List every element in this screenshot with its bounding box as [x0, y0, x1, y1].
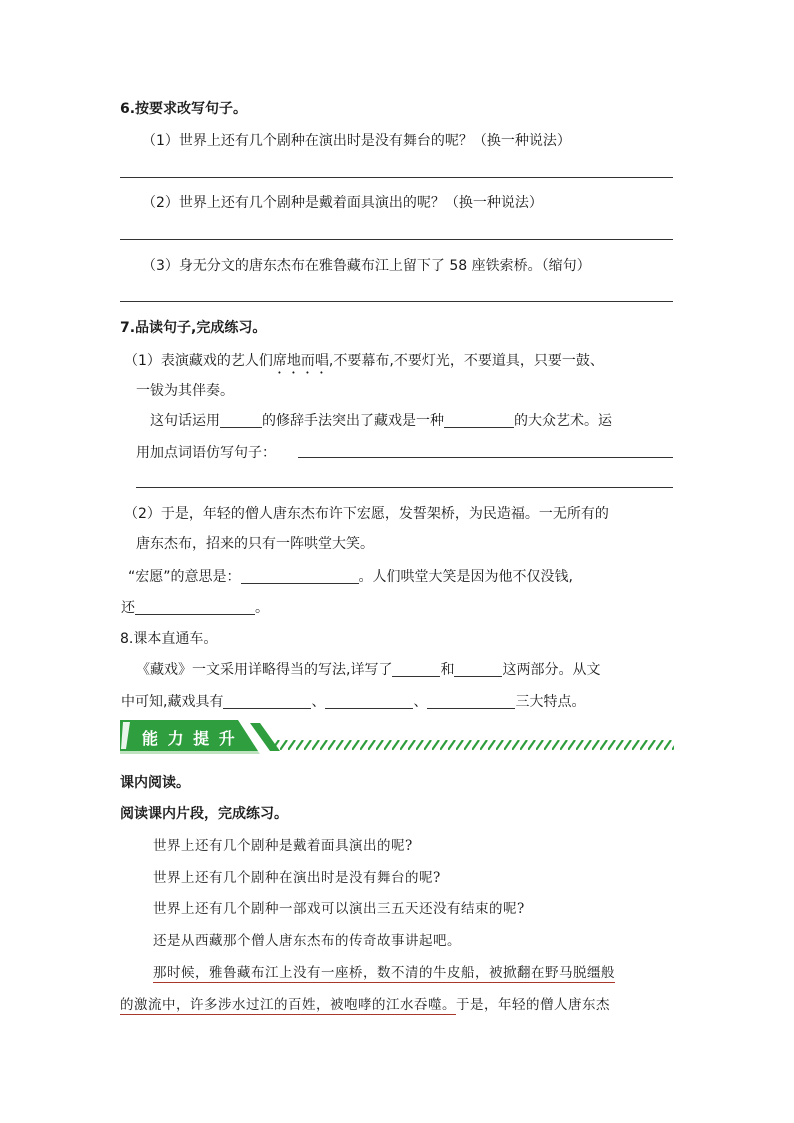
- dotted-word: 席地而唱: [272, 353, 329, 369]
- q8-line2-a: 中可知,藏戏具有: [121, 694, 224, 710]
- answer-line[interactable]: [120, 177, 673, 178]
- fill-blank[interactable]: [220, 411, 262, 428]
- q8-line1-b: 和: [440, 662, 455, 678]
- q7-p1-line1: [124, 350, 604, 377]
- fill-blank[interactable]: [444, 411, 514, 428]
- q8-line1-c: 这两部分。从文: [502, 662, 601, 678]
- fill-blank[interactable]: [325, 692, 413, 709]
- q7-p1-line3-b: 的修辞手法突出了藏戏是一种: [262, 413, 444, 429]
- reading-title-2: 阅读课内片段，完成练习。: [120, 806, 288, 822]
- q7-p2-line3: [128, 566, 573, 586]
- q6-title: 6.按要求改写句子。: [120, 101, 248, 117]
- reading-title-1: 课内阅读。: [120, 775, 190, 791]
- q7-p1-line3-c: 的大众艺术。运: [514, 413, 612, 429]
- underlined-sentence: 那时候，雅鲁藏布江上没有一座桥，数不清的牛皮船，被掀翻在野马脱缰般: [153, 965, 615, 981]
- answer-line[interactable]: [120, 301, 673, 302]
- q7-p2-line1: （2）于是，年轻的僧人唐东杰布许下宏愿，发誓架桥，为民造福。一无所有的: [124, 506, 609, 522]
- q6-item-1: （1）世界上还有几个剧种在演出时是没有舞台的呢？（换一种说法）: [142, 133, 571, 149]
- underlined-sentence: 的激流中，许多涉水过江的百姓，被咆哮的江水吞噬。: [120, 997, 456, 1013]
- q8-line2-d: 三大特点。: [515, 694, 586, 710]
- reading-line-4: 还是从西藏那个僧人唐东杰布的传奇故事讲起吧。: [153, 933, 461, 949]
- reading-line-3: 世界上还有几个剧种一部戏可以演出三五天还没有结束的呢?: [153, 901, 525, 917]
- q7-p1-line1-a: （1）表演藏戏的艺人们: [124, 353, 273, 369]
- answer-line[interactable]: [298, 457, 673, 458]
- fill-blank[interactable]: [454, 660, 502, 677]
- q7-p2-line3-b: 。人们哄堂大笑是因为他不仅没钱,: [358, 569, 573, 585]
- q8-line2-c: 、: [413, 694, 428, 710]
- fill-blank[interactable]: [427, 692, 515, 709]
- q7-p2-line3-a: “宏愿”的意思是：: [128, 569, 241, 585]
- q7-p1-line3-a: 这句话运用: [150, 413, 220, 429]
- fill-blank[interactable]: [223, 692, 311, 709]
- q8-line1-a: 《藏戏》一文采用详略得当的写法,详写了: [136, 662, 393, 678]
- section-banner: [120, 720, 676, 756]
- q7-p1-line4: 用加点词语仿写句子：: [136, 445, 276, 461]
- answer-line[interactable]: [136, 487, 673, 488]
- q7-p2-line4-b: 。: [255, 600, 269, 616]
- fill-blank[interactable]: [241, 567, 359, 584]
- q7-p1-line2: 一钹为其伴奏。: [136, 383, 234, 399]
- q8-line2-b: 、: [311, 694, 326, 710]
- reading-line-1: 世界上还有几个剧种是戴着面具演出的呢?: [153, 838, 413, 854]
- reading-para-line-2-rest: 于是，年轻的僧人唐东杰: [456, 997, 610, 1013]
- q7-p2-line4-a: 还: [121, 600, 135, 616]
- fill-blank[interactable]: [392, 660, 440, 677]
- q6-item-2: （2）世界上还有几个剧种是戴着面具演出的呢？（换一种说法）: [142, 195, 543, 211]
- q7-p2-line2: 唐东杰布，招来的只有一阵哄堂大笑。: [136, 536, 374, 552]
- reading-para-line-1: [153, 961, 615, 981]
- reading-para-line-2: [120, 993, 610, 1013]
- q6-item-3: （3）身无分文的唐东杰布在雅鲁藏布江上留下了 58 座铁索桥。（缩句）: [142, 258, 591, 274]
- answer-line[interactable]: [120, 239, 673, 240]
- q8-title: 8.课本直通车。: [120, 631, 218, 647]
- q8-line2: [121, 691, 585, 711]
- q7-p2-line4: [121, 597, 269, 617]
- banner-hatch-stripe: [270, 740, 674, 750]
- q7-p1-line3: [150, 410, 612, 430]
- q7-title: 7.品读句子,完成练习。: [120, 320, 267, 336]
- q7-p1-line1-c: ,不要幕布,不要灯光，不要道具，只要一鼓、: [328, 353, 604, 369]
- banner-label: 能 力 提 升: [142, 729, 237, 748]
- banner-shadow: [120, 751, 260, 754]
- fill-blank[interactable]: [135, 598, 255, 615]
- reading-line-2: 世界上还有几个剧种在演出时是没有舞台的呢?: [153, 870, 441, 886]
- q8-line1: [136, 659, 600, 679]
